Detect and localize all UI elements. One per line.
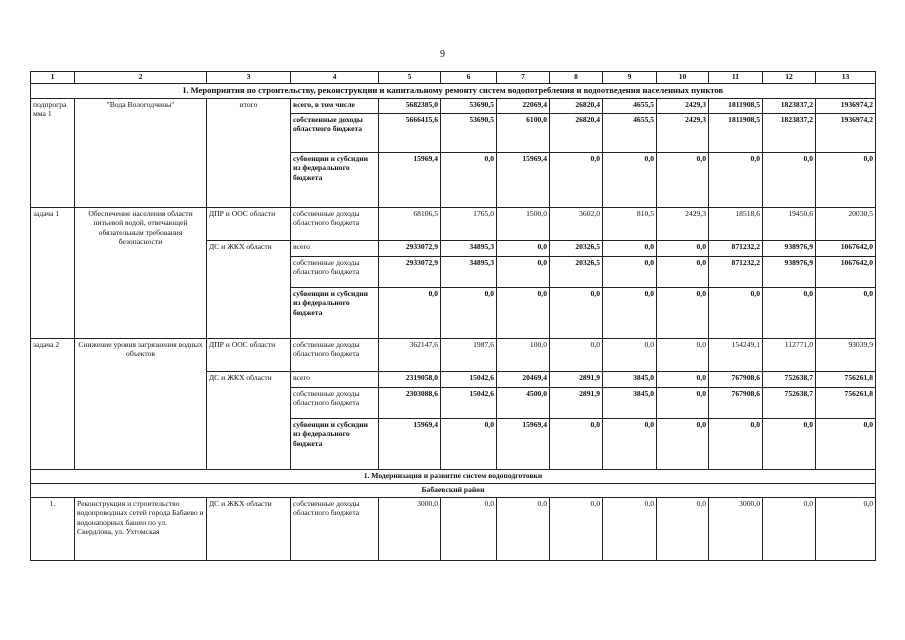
table-row: [31, 498, 876, 561]
funding-source: собственные доходы областного бюджета: [291, 339, 379, 372]
value-cell: 26820,4: [550, 114, 603, 153]
table-row: [31, 208, 876, 241]
value-cell: 112771,0: [763, 339, 816, 372]
value-cell: 0,0: [379, 288, 441, 339]
district-row: [31, 484, 876, 498]
value-cell: 0,0: [603, 241, 657, 257]
value-cell: 6100,0: [497, 114, 550, 153]
value-cell: 0,0: [763, 498, 816, 561]
subsection-row: [31, 470, 876, 484]
value-cell: 3000,0: [379, 498, 441, 561]
value-cell: 20326,5: [550, 241, 603, 257]
value-cell: 5666415,6: [379, 114, 441, 153]
value-cell: 5682385,0: [379, 99, 441, 114]
value-cell: 0,0: [657, 153, 709, 208]
value-cell: 0,0: [816, 153, 876, 208]
value-cell: 3000,0: [709, 498, 763, 561]
value-cell: 15042,6: [441, 388, 497, 419]
value-cell: 0,0: [550, 339, 603, 372]
value-cell: 767908,6: [709, 388, 763, 419]
table-row: [31, 99, 876, 114]
value-cell: 756261,8: [816, 372, 876, 388]
item-executor: ДС и ЖКХ области: [207, 498, 291, 561]
value-cell: 0,0: [441, 288, 497, 339]
value-cell: 0,0: [709, 153, 763, 208]
value-cell: 0,0: [603, 339, 657, 372]
value-cell: 26820,4: [550, 99, 603, 114]
value-cell: 767908,6: [709, 372, 763, 388]
value-cell: 1823837,2: [763, 114, 816, 153]
value-cell: 1500,0: [497, 208, 550, 241]
value-cell: 2891,9: [550, 372, 603, 388]
value-cell: 3845,0: [603, 372, 657, 388]
column-number: 1: [31, 72, 75, 84]
column-number: 6: [441, 72, 497, 84]
funding-source: всего: [291, 241, 379, 257]
value-cell: 810,5: [603, 208, 657, 241]
value-cell: 2429,3: [657, 99, 709, 114]
value-cell: 15042,6: [441, 372, 497, 388]
value-cell: 752638,7: [763, 388, 816, 419]
column-number: 9: [603, 72, 657, 84]
table-row: [31, 339, 876, 372]
value-cell: 3602,0: [550, 208, 603, 241]
value-cell: 15969,4: [497, 419, 550, 470]
item-code: 1.: [31, 498, 75, 561]
value-cell: 154249,1: [709, 339, 763, 372]
district-title: Бабаевский район: [31, 484, 876, 498]
task-executor: ДС и ЖКХ области: [207, 241, 291, 339]
funding-source: собственные доходы областного бюджета: [291, 208, 379, 241]
value-cell: 938976,9: [763, 241, 816, 257]
value-cell: 0,0: [657, 498, 709, 561]
value-cell: 2891,9: [550, 388, 603, 419]
value-cell: 20326,5: [550, 257, 603, 288]
value-cell: 0,0: [709, 288, 763, 339]
value-cell: 362147,6: [379, 339, 441, 372]
value-cell: 0,0: [603, 288, 657, 339]
value-cell: 3845,0: [603, 388, 657, 419]
value-cell: 100,0: [497, 339, 550, 372]
budget-table: [30, 71, 876, 561]
program-code: подпрогра мма 1: [31, 99, 75, 208]
value-cell: 0,0: [816, 419, 876, 470]
value-cell: 0,0: [550, 288, 603, 339]
value-cell: 68106,5: [379, 208, 441, 241]
value-cell: 20469,4: [497, 372, 550, 388]
task-name: Снижение уровня загрязнения водных объектов: [75, 339, 207, 470]
value-cell: 0,0: [657, 339, 709, 372]
value-cell: 1823837,2: [763, 99, 816, 114]
column-number: 11: [709, 72, 763, 84]
value-cell: 0,0: [763, 153, 816, 208]
value-cell: 0,0: [763, 288, 816, 339]
value-cell: 19450,6: [763, 208, 816, 241]
funding-source: субвенции и субсидии из федерального бюджета: [291, 288, 379, 339]
task-executor: ДПР и ООС области: [207, 339, 291, 372]
value-cell: 0,0: [550, 419, 603, 470]
value-cell: 0,0: [603, 257, 657, 288]
value-cell: 0,0: [816, 498, 876, 561]
value-cell: 2319058,0: [379, 372, 441, 388]
value-cell: 0,0: [603, 498, 657, 561]
value-cell: 0,0: [550, 153, 603, 208]
funding-source: субвенции и субсидии из федерального бюджета: [291, 153, 379, 208]
value-cell: 0,0: [657, 257, 709, 288]
value-cell: 752638,7: [763, 372, 816, 388]
section-title-row: [31, 84, 876, 99]
value-cell: 34895,3: [441, 241, 497, 257]
value-cell: 1987,6: [441, 339, 497, 372]
value-cell: 2303088,6: [379, 388, 441, 419]
value-cell: 15969,4: [379, 419, 441, 470]
task-code: задача 1: [31, 208, 75, 339]
value-cell: 2429,3: [657, 114, 709, 153]
value-cell: 53690,5: [441, 99, 497, 114]
value-cell: 938976,9: [763, 257, 816, 288]
value-cell: 0,0: [441, 419, 497, 470]
column-number: 13: [816, 72, 876, 84]
funding-source: собственные доходы областного бюджета: [291, 388, 379, 419]
value-cell: 15969,4: [497, 153, 550, 208]
column-number: 3: [207, 72, 291, 84]
column-number: 7: [497, 72, 550, 84]
value-cell: 756261,8: [816, 388, 876, 419]
value-cell: 0,0: [657, 241, 709, 257]
value-cell: 2933072,9: [379, 241, 441, 257]
value-cell: 4655,5: [603, 114, 657, 153]
value-cell: 0,0: [657, 419, 709, 470]
funding-source: собственные доходы областного бюджета: [291, 257, 379, 288]
value-cell: 1765,0: [441, 208, 497, 241]
value-cell: 0,0: [441, 498, 497, 561]
value-cell: 1936974,2: [816, 99, 876, 114]
subsection-title: 1. Модернизация и развитие систем водоподготовки: [31, 470, 876, 484]
value-cell: 1811908,5: [709, 99, 763, 114]
value-cell: 0,0: [603, 419, 657, 470]
column-number: 8: [550, 72, 603, 84]
program-name: "Вода Вологодчины": [75, 99, 207, 208]
value-cell: 18518,6: [709, 208, 763, 241]
column-number: 2: [75, 72, 207, 84]
task-executor: ДС и ЖКХ области: [207, 372, 291, 470]
value-cell: 2933072,9: [379, 257, 441, 288]
funding-source: собственные доходы областного бюджета: [291, 498, 379, 561]
value-cell: 93039,9: [816, 339, 876, 372]
value-cell: 15969,4: [379, 153, 441, 208]
value-cell: 4500,0: [497, 388, 550, 419]
value-cell: 0,0: [497, 498, 550, 561]
program-executor: итого: [207, 99, 291, 208]
header-row: [31, 72, 876, 84]
column-number: 10: [657, 72, 709, 84]
value-cell: 0,0: [497, 257, 550, 288]
column-number: 12: [763, 72, 816, 84]
column-number: 5: [379, 72, 441, 84]
value-cell: 1811908,5: [709, 114, 763, 153]
value-cell: 871232,2: [709, 257, 763, 288]
task-executor: ДПР и ООС области: [207, 208, 291, 241]
section-title: I. Мероприятия по строительству, реконструкции и капитальному ремонту систем водопотребления и водоотведения населенных пунктов: [31, 84, 876, 99]
value-cell: 0,0: [763, 419, 816, 470]
funding-source: субвенции и субсидии из федерального бюджета: [291, 419, 379, 470]
value-cell: 0,0: [550, 498, 603, 561]
value-cell: 0,0: [657, 372, 709, 388]
value-cell: 0,0: [709, 419, 763, 470]
value-cell: 0,0: [816, 288, 876, 339]
value-cell: 53690,5: [441, 114, 497, 153]
value-cell: 1067642,0: [816, 241, 876, 257]
item-name: Реконструкция и строительство водопроводных сетей города Бабаево и водонапорных башен по ул. Свердлова, ул. Ухтомская: [75, 498, 207, 561]
funding-source: всего, в том числе: [291, 99, 379, 114]
column-number: 4: [291, 72, 379, 84]
value-cell: 871232,2: [709, 241, 763, 257]
value-cell: 0,0: [441, 153, 497, 208]
value-cell: 2429,3: [657, 208, 709, 241]
value-cell: 1067642,0: [816, 257, 876, 288]
value-cell: 4655,5: [603, 99, 657, 114]
value-cell: 20030,5: [816, 208, 876, 241]
task-code: задача 2: [31, 339, 75, 470]
value-cell: 0,0: [497, 288, 550, 339]
value-cell: 0,0: [657, 288, 709, 339]
value-cell: 0,0: [497, 241, 550, 257]
value-cell: 0,0: [603, 153, 657, 208]
value-cell: 0,0: [657, 388, 709, 419]
value-cell: 22069,4: [497, 99, 550, 114]
funding-source: собственные доходы областного бюджета: [291, 114, 379, 153]
page-number: 9: [440, 49, 445, 60]
value-cell: 34895,3: [441, 257, 497, 288]
task-name: Обеспечение населения области питьевой водой, отвечающей обязательным требования безопасности: [75, 208, 207, 339]
funding-source: всего: [291, 372, 379, 388]
value-cell: 1936974,2: [816, 114, 876, 153]
